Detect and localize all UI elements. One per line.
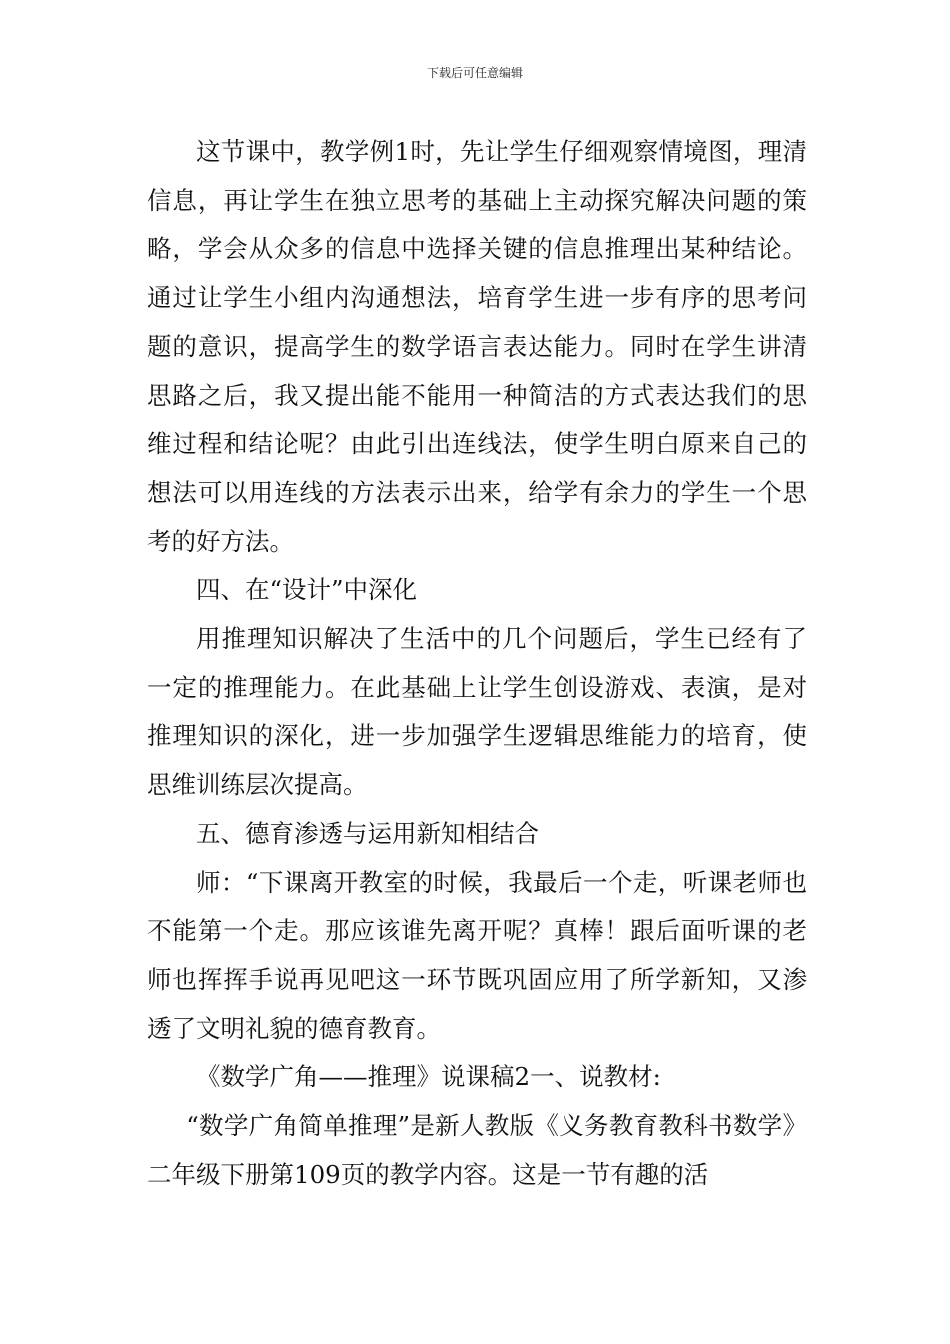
paragraph-design-deepening: 用推理知识解决了生活中的几个问题后，学生已经有了一定的推理能力。在此基础上让学生创设游戏、表演，是对推理知识的深化，进一步加强学生逻辑思维能力的培育，使思维训练层次提高。 [147,624,807,800]
section-heading-lecture-two: 《数学广角——推理》说课稿2一、说教材: [196,1062,661,1092]
document-body [147,128,807,1199]
paragraph-textbook-intro: “数学广角简单推理”是新人教版《义务教育教科书数学》二年级下册第109页的教学内容。这是一节有趣的活 [147,1111,807,1189]
section-heading-four: 四、在“设计”中深化 [196,575,418,605]
paragraph-lesson-reflection: 这节课中，教学例1时，先让学生仔细观察情境图，理清信息，再让学生在独立思考的基础上主动探究解决问题的策略，学会从众多的信息中选择关键的信息推理出某种结论。通过让学生小组内沟通想法，培育学生进一步有序的思考问题的意识，提高学生的数学语言表达能力。同时在学生讲清思路之后，我又提出能不能用一种简洁的方式表达我们的思维过程和结论呢？由此引出连线法，使学生明白原来自己的想法可以用连线的方法表示出来，给学有余力的学生一个思考的好方法。 [147,137,807,556]
page-header: 下载后可任意编辑 [426,66,523,80]
section-heading-five: 五、德育渗透与运用新知相结合 [196,818,539,848]
paragraph-teacher-quote: 师：“下课离开教室的时候，我最后一个走，听课老师也不能第一个走。那应该谁先离开呢？真棒！跟后面听课的老师也挥挥手说再见吧这一环节既巩固应用了所学新知，又渗透了文明礼貌的德育教育。 [147,867,807,1043]
